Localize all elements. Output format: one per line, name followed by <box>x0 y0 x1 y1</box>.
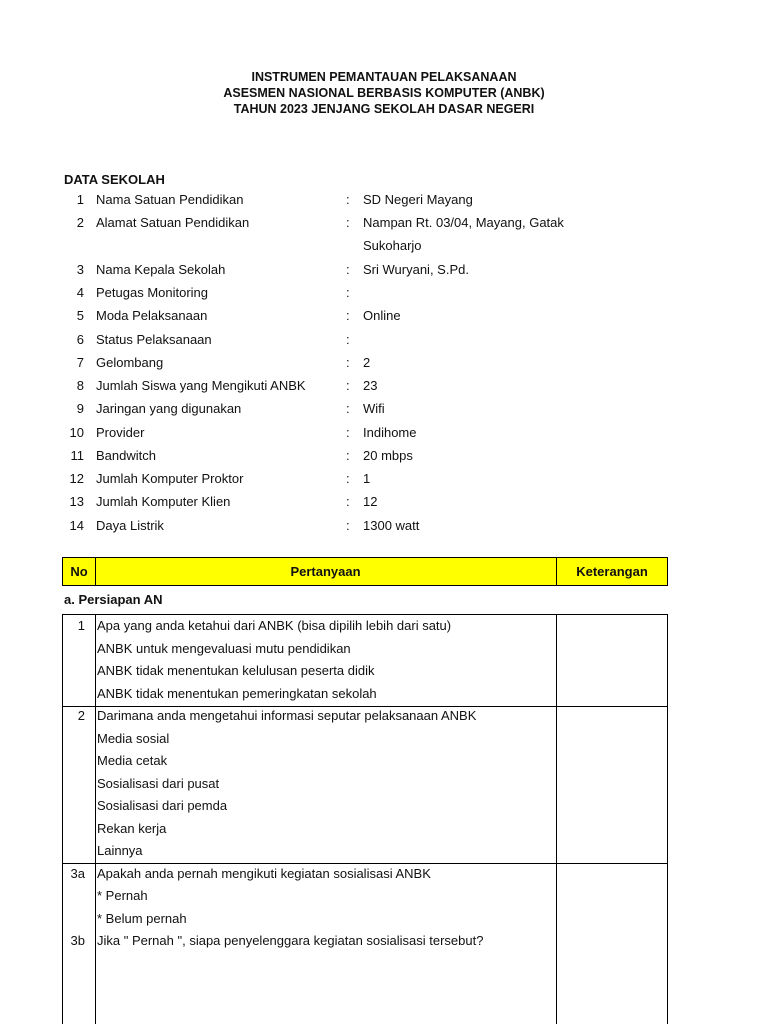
title-line-1: INSTRUMEN PEMANTAUAN PELAKSANAAN <box>251 70 517 84</box>
row-colon: : <box>346 494 350 509</box>
question-number: 2 <box>77 708 85 723</box>
row-number: 12 <box>69 471 84 486</box>
row-number: 2 <box>76 215 84 230</box>
school-data-row <box>64 190 664 210</box>
school-data-row <box>64 492 664 512</box>
row-label: Jumlah Siswa yang Mengikuti ANBK <box>96 378 306 393</box>
row-number: 1 <box>76 192 84 207</box>
school-data-row <box>64 306 664 326</box>
row-label: Petugas Monitoring <box>96 285 209 300</box>
row-value: 1 <box>363 471 371 486</box>
column-divider-keterangan <box>556 615 557 1024</box>
row-label: Status Pelaksanaan <box>96 332 212 347</box>
row-value: Nampan Rt. 03/04, Mayang, Gatak <box>363 215 564 230</box>
row-value: Sri Wuryani, S.Pd. <box>363 262 469 277</box>
header-no: No <box>63 558 96 585</box>
school-data-row <box>64 469 664 489</box>
section-a-heading: a. Persiapan AN <box>64 592 163 607</box>
question-option: Lainnya <box>97 843 143 858</box>
row-number: 5 <box>76 308 84 323</box>
row-value: 2 <box>363 355 371 370</box>
row-number: 11 <box>70 448 84 463</box>
row-label: Gelombang <box>96 355 164 370</box>
school-data-row <box>64 283 664 303</box>
row-number: 13 <box>69 494 84 509</box>
row-label: Provider <box>96 425 145 440</box>
question-option: ANBK tidak menentukan pemeringkatan sekolah <box>97 685 377 701</box>
question-number: 3a <box>70 865 85 881</box>
question-option: Sosialisasi dari pemda <box>97 798 228 813</box>
title-line-3: TAHUN 2023 JENJANG SEKOLAH DASAR NEGERI <box>233 102 535 116</box>
question-option: ANBK untuk mengevaluasi mutu pendidikan <box>97 640 351 656</box>
school-data-row <box>64 446 664 466</box>
row-number: 10 <box>69 425 84 440</box>
row-label: Alamat Satuan Pendidikan <box>96 215 250 230</box>
row-colon: : <box>346 518 350 533</box>
title-line-2: ASESMEN NASIONAL BERBASIS KOMPUTER (ANBK) <box>223 86 545 100</box>
row-value: 23 <box>363 378 378 393</box>
school-data-row <box>64 376 664 396</box>
row-label: Nama Kepala Sekolah <box>96 262 226 277</box>
school-data-row <box>64 399 664 419</box>
school-data-row <box>64 213 664 253</box>
school-data-row <box>64 516 664 536</box>
row-label: Jumlah Komputer Proktor <box>96 471 244 486</box>
question-option: ANBK tidak menentukan kelulusan peserta didik <box>97 663 375 678</box>
question-text: Apa yang anda ketahui dari ANBK (bisa dipilih lebih dari satu) <box>97 618 452 633</box>
row-colon: : <box>346 355 350 370</box>
row-number: 8 <box>76 378 84 393</box>
row-colon: : <box>346 425 350 440</box>
question-option: Sosialisasi dari pusat <box>97 775 220 791</box>
row-value: Online <box>363 308 401 323</box>
row-number: 14 <box>69 518 84 533</box>
question-option: Rekan kerja <box>97 820 167 836</box>
row-label: Bandwitch <box>96 448 156 463</box>
row-number: 3 <box>76 262 84 277</box>
row-colon: : <box>346 378 350 393</box>
row-colon: : <box>346 448 350 463</box>
row-label: Daya Listrik <box>96 518 164 533</box>
question-table-header <box>62 557 668 586</box>
document-title <box>0 69 768 117</box>
row-label: Jumlah Komputer Klien <box>96 494 231 509</box>
row-label: Jaringan yang digunakan <box>96 401 242 416</box>
column-divider-no <box>95 615 96 1024</box>
row-colon: : <box>346 401 350 416</box>
question-number: 3b <box>70 933 85 948</box>
school-data-row <box>64 353 664 373</box>
row-number: 7 <box>76 355 84 370</box>
question-table <box>62 614 668 1024</box>
row-colon: : <box>346 192 350 207</box>
row-colon: : <box>346 308 350 323</box>
row-number: 9 <box>76 401 84 416</box>
row-colon: : <box>346 471 350 486</box>
row-value: 1300 watt <box>363 518 420 533</box>
row-number: 6 <box>76 332 84 347</box>
question-option: * Belum pernah <box>97 910 187 926</box>
school-data-row <box>64 260 664 280</box>
row-value: SD Negeri Mayang <box>363 192 473 207</box>
header-pertanyaan: Pertanyaan <box>95 558 557 585</box>
question-option: Media sosial <box>97 730 170 746</box>
row-colon: : <box>346 285 350 300</box>
question-number: 1 <box>77 618 85 633</box>
row-colon: : <box>346 332 350 347</box>
row-label: Moda Pelaksanaan <box>96 308 208 323</box>
row-value: 12 <box>363 494 378 509</box>
row-colon: : <box>346 215 350 230</box>
row-value: Indihome <box>363 425 417 440</box>
data-sekolah-heading: DATA SEKOLAH <box>64 172 165 187</box>
row-value: Wifi <box>363 401 385 416</box>
question-text: Jika " Pernah ", siapa penyelenggara kegiatan sosialisasi tersebut? <box>97 933 484 948</box>
row-colon: : <box>346 262 350 277</box>
school-data-row <box>64 330 664 350</box>
row-label: Nama Satuan Pendidikan <box>96 192 244 207</box>
school-data-row <box>64 423 664 443</box>
question-text: Apakah anda pernah mengikuti kegiatan sosialisasi ANBK <box>97 865 431 881</box>
question-option: Media cetak <box>97 753 168 768</box>
header-keterangan: Keterangan <box>576 564 648 579</box>
question-option: * Pernah <box>97 888 148 903</box>
row-value: 20 mbps <box>363 448 413 463</box>
row-number: 4 <box>76 285 84 300</box>
row-value-continued: Sukoharjo <box>363 238 422 253</box>
question-text: Darimana anda mengetahui informasi seputar pelaksanaan ANBK <box>97 708 477 723</box>
